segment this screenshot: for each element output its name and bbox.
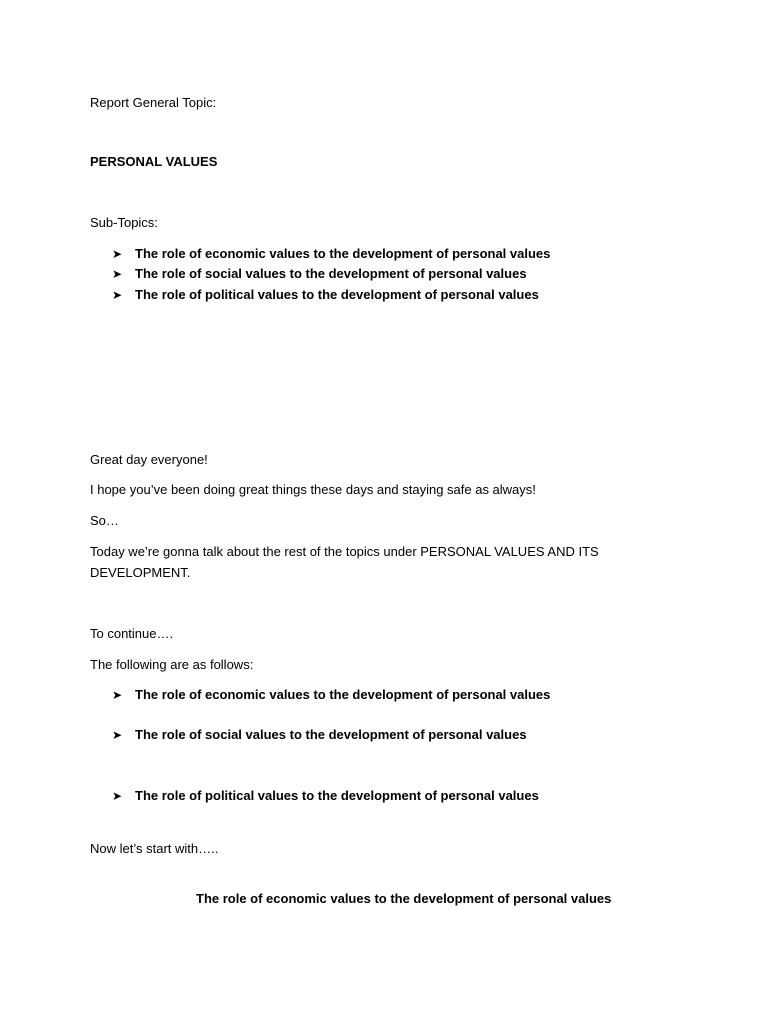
arrow-bullet-icon: ➤ <box>112 688 123 702</box>
subtopic-text: The role of political values to the development of personal values <box>135 287 539 302</box>
topic-list-item <box>112 786 539 806</box>
topic-list-item <box>112 725 527 745</box>
topic-list-text: The role of economic values to the development of personal values <box>135 687 551 702</box>
subtopic-item <box>112 285 539 305</box>
subtopic-text: The role of economic values to the development of personal values <box>135 246 551 261</box>
arrow-bullet-icon: ➤ <box>112 247 123 261</box>
arrow-bullet-icon: ➤ <box>112 728 123 742</box>
subtopics-label: Sub-Topics: <box>90 215 158 230</box>
topic-list-text: The role of political values to the development of personal values <box>135 788 539 803</box>
start-text: Now let’s start with….. <box>90 841 219 856</box>
so-text: So… <box>90 513 119 528</box>
subtopic-text: The role of social values to the development of personal values <box>135 266 527 281</box>
general-topic-title: PERSONAL VALUES <box>90 154 218 169</box>
report-label: Report General Topic: <box>90 95 217 110</box>
subtopic-item <box>112 264 527 284</box>
continue-text: To continue…. <box>90 626 174 641</box>
arrow-bullet-icon: ➤ <box>112 789 123 803</box>
topic-list-item <box>112 685 550 705</box>
arrow-bullet-icon: ➤ <box>112 288 123 302</box>
topic-list-text: The role of social values to the development of personal values <box>135 727 527 742</box>
greeting-text: Great day everyone! <box>90 452 208 467</box>
arrow-bullet-icon: ➤ <box>112 267 123 281</box>
hope-text: I hope you’ve been doing great things these days and staying safe as always! <box>90 482 536 497</box>
today-paragraph: Today we’re gonna talk about the rest of the topics under PERSONAL VALUES AND ITS DEVELOPMENT. <box>90 544 599 580</box>
subtopic-item <box>112 244 550 264</box>
section-heading: The role of economic values to the development of personal values <box>196 891 612 906</box>
following-text: The following are as follows: <box>90 657 254 672</box>
